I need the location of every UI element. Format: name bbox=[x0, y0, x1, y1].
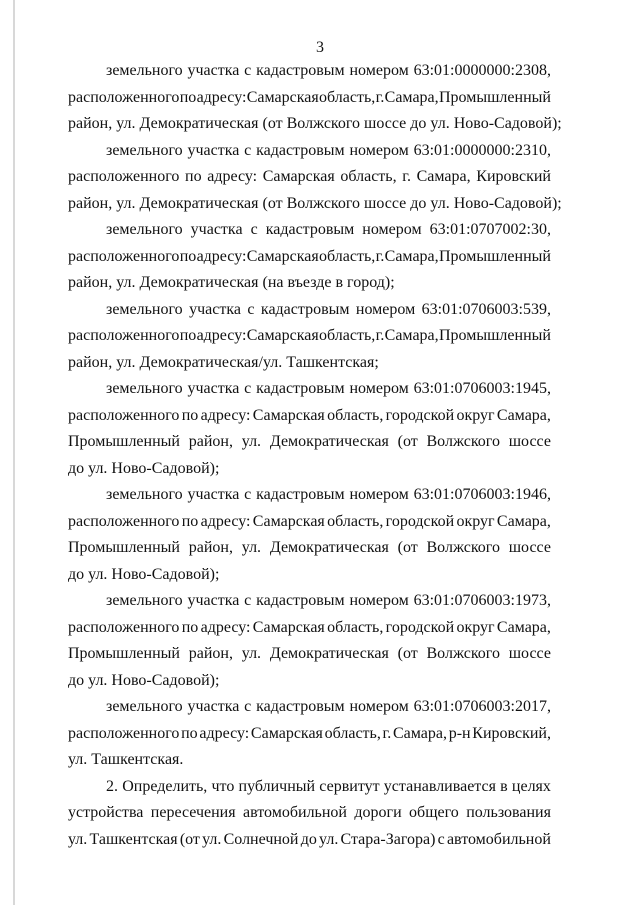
text-line: Промышленный район, ул. Демократическая (от Волжского шоссе bbox=[68, 539, 551, 556]
text-line: Промышленный район, ул. Демократическая (от Волжского шоссе bbox=[68, 433, 551, 450]
text-line: ул. Ташкентская (от ул. Солнечной до ул. Стара-Загора) с автомобильной bbox=[68, 830, 551, 848]
text-line: расположенного по адресу: Самарская область, городской округ Самара, bbox=[68, 512, 551, 530]
text-line: до ул. Ново-Садовой); bbox=[68, 565, 220, 583]
paragraph bbox=[68, 694, 551, 774]
text-line: земельного участка с кадастровым номером 63:01:0706003:1973, bbox=[106, 592, 551, 609]
text-line: земельного участка с кадастровым номером 63:01:0000000:2308, bbox=[106, 62, 551, 79]
paragraph bbox=[68, 138, 562, 218]
text-line: расположенного по адресу: Самарская область, г. Самара, Промышленный bbox=[68, 247, 551, 265]
text-line: земельного участка с кадастровым номером 63:01:0000000:2310, bbox=[106, 141, 551, 159]
text-line: район, ул. Демократическая (от Волжского шоссе до ул. Ново-Садовой); bbox=[68, 115, 562, 132]
text-line: расположенного по адресу: Самарская область, г. Самара, Промышленный bbox=[68, 88, 551, 106]
text-line: расположенного по адресу: Самарская область, г. Самара, Промышленный bbox=[68, 327, 551, 344]
text-line: Промышленный район, ул. Демократическая (от Волжского шоссе bbox=[68, 645, 551, 662]
text-line: расположенного по адресу: Самарская область, городской округ Самара, bbox=[68, 618, 551, 636]
text-line: расположенного по адресу: Самарская область, г. Самара, Кировский bbox=[68, 168, 551, 185]
text-line: расположенного по адресу: Самарская область, г. Самара, р-н Кировский, bbox=[68, 724, 551, 742]
page-number: 3 bbox=[316, 39, 324, 56]
paragraph bbox=[68, 376, 551, 482]
paragraph bbox=[68, 58, 562, 138]
paragraph bbox=[68, 588, 551, 694]
text-line: до ул. Ново-Садовой); bbox=[68, 671, 220, 689]
text-line: до ул. Ново-Садовой); bbox=[68, 459, 220, 477]
paragraph bbox=[68, 297, 551, 377]
paragraph bbox=[68, 482, 551, 588]
text-line: район, ул. Демократическая (от Волжского шоссе до ул. Ново-Садовой); bbox=[68, 194, 562, 212]
text-line: земельного участка с кадастровым номером 63:01:0706003:1945, bbox=[106, 380, 551, 397]
text-line: район, ул. Демократическая/ул. Ташкентская; bbox=[68, 353, 379, 371]
text-line: 2. Определить, что публичный сервитут устанавливается в целях bbox=[106, 777, 551, 795]
paragraph bbox=[68, 217, 551, 297]
paragraph bbox=[68, 774, 551, 854]
text-line: земельного участка с кадастровым номером 63:01:0706003:539, bbox=[106, 300, 551, 318]
text-line: расположенного по адресу: Самарская область, городской округ Самара, bbox=[68, 406, 551, 424]
text-line: ул. Ташкентская. bbox=[68, 751, 184, 768]
scan-edge-line bbox=[13, 0, 15, 905]
text-line: земельного участка с кадастровым номером 63:01:0707002:30, bbox=[106, 221, 551, 238]
text-line: устройства пересечения автомобильной дороги общего пользования bbox=[68, 804, 551, 821]
text-line: район, ул. Демократическая (на въезде в город); bbox=[68, 274, 395, 291]
text-line: земельного участка с кадастровым номером 63:01:0706003:1946, bbox=[106, 486, 551, 503]
document-body bbox=[68, 58, 562, 853]
text-line: земельного участка с кадастровым номером 63:01:0706003:2017, bbox=[106, 698, 551, 715]
